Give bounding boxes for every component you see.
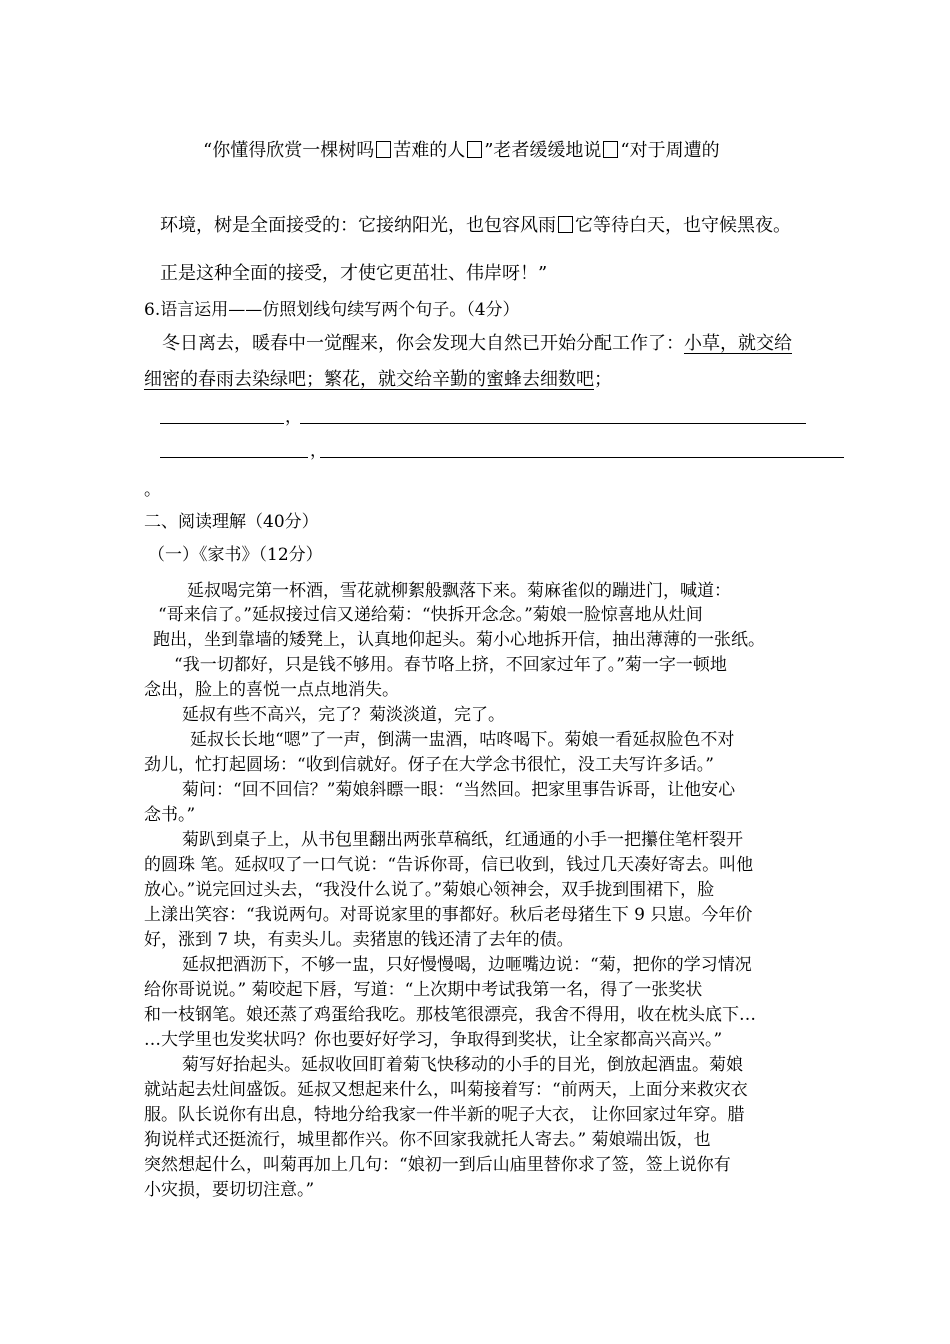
story-line: 给你哥说说。” 菊咬起下唇，写道：“上次期中考试我第一名，得了一张奖状 bbox=[144, 980, 703, 1000]
story-line: 延叔有些不高兴，完了？菊淡淡道，完了。 bbox=[182, 705, 505, 725]
story-line: 延叔把酒沥下，不够一盅，只好慢慢喝，边咂嘴边说：“菊，把你的学习情况 bbox=[182, 955, 752, 975]
q5-line-1-d: “对于周遭的 bbox=[620, 140, 720, 161]
punctuation-blank-box[interactable] bbox=[467, 141, 482, 158]
punctuation-blank-box[interactable] bbox=[558, 216, 573, 233]
q6-underlined-sentence: 细密的春雨去染绿吧；繁花，就交给辛勤的蜜蜂去细数吧 bbox=[144, 369, 594, 390]
q6-underlined-sentence: 小草，就交给 bbox=[684, 333, 792, 354]
q5-line-1-c: ”老者缓缓地说 bbox=[484, 140, 602, 161]
q5-line-2-b: 它等待白天，也守候黑夜。 bbox=[575, 215, 791, 236]
story-line: 延叔喝完第一杯酒，雪花就柳絮般飘落下来。菊麻雀似的蹦进门，喊道： bbox=[187, 581, 731, 601]
story-line: “哥来信了。”延叔接过信又递给菊：“快拆开念念。”菊娘一脸惊喜地从灶间 bbox=[158, 605, 703, 625]
answer-blank-1b[interactable] bbox=[300, 423, 806, 424]
story-line: 就站起去灶间盛饭。延叔又想起来什么，叫菊接着写：“前两天，上面分来救灾衣 bbox=[144, 1080, 748, 1100]
story-line: 跑出，坐到靠墙的矮凳上，认真地仰起头。菊小心地拆开信，抽出薄薄的一张纸。 bbox=[153, 630, 765, 650]
q5-line-3: 正是这种全面的接受，才使它更茁壮、伟岸呀！” bbox=[160, 263, 548, 284]
story-line: 菊写好抬起头。延叔收回盯着菊飞快移动的小手的目光，倒放起酒盅。菊娘 bbox=[182, 1055, 743, 1075]
q6-line-1 bbox=[162, 332, 792, 356]
answer-blank-1a[interactable] bbox=[160, 423, 284, 424]
q5-line-2 bbox=[160, 214, 791, 238]
story-line: 延叔长长地“嗯”了一声，倒满一盅酒，咕咚喝下。菊娘一看延叔脸色不对 bbox=[190, 730, 735, 750]
q6-line-2-b: ； bbox=[594, 369, 612, 390]
story-line: 菊趴到桌子上，从书包里翻出两张草稿纸，红通通的小手一把攥住笔杆裂开 bbox=[182, 830, 743, 850]
story-line: “我一切都好，只是钱不够用。春节咯上挤，不回家过年了。”菊一字一顿地 bbox=[174, 655, 727, 675]
answer-blank-2a[interactable] bbox=[160, 457, 308, 458]
q6-line-2 bbox=[144, 368, 612, 392]
story-line: 念书。” bbox=[144, 805, 196, 825]
q5-line-1-a: “你懂得欣赏一棵树吗 bbox=[203, 140, 375, 161]
story-line: 和一枝钢笔。娘还蒸了鸡蛋给我吃。那枝笔很漂亮，我舍不得用，收在枕头底下… bbox=[144, 1005, 756, 1025]
answer-comma-2: ， bbox=[310, 441, 327, 461]
answer-blank-2b[interactable] bbox=[320, 457, 844, 458]
story-line: 的圆珠 笔。延叔叹了一口气说：“告诉你哥，信已收到，钱过几天凑好寄去。叫他 bbox=[144, 855, 754, 875]
punctuation-blank-box[interactable] bbox=[603, 141, 618, 158]
q6-title: 6.语言运用——仿照划线句续写两个句子。（4分） bbox=[144, 300, 520, 320]
story-line: …大学里也发奖状吗？你也要好好学习，争取得到奖状，让全家都高兴高兴。” bbox=[144, 1030, 723, 1050]
q5-line-2-a: 环境，树是全面接受的：它接纳阳光，也包容风雨 bbox=[160, 215, 556, 236]
answer-comma-1: ， bbox=[285, 407, 302, 427]
q6-line-1-a: 冬日离去，暖春中一觉醒来，你会发现大自然已开始分配工作了： bbox=[162, 333, 684, 354]
story-line: 菊问：“回不回信？”菊娘斜瞟一眼：“当然回。把家里事告诉哥，让他安心 bbox=[182, 780, 736, 800]
story-line: 服。队长说你有出息，特地分给我家一件半新的呢子大衣， 让你回家过年穿。腊 bbox=[144, 1105, 745, 1125]
story-line: 放心。”说完回过头去，“我没什么说了。”菊娘心领神会，双手拢到围裙下，脸 bbox=[144, 880, 715, 900]
story-line: 小灾损，要切切注意。” bbox=[144, 1180, 315, 1200]
story-line: 突然想起什么，叫菊再加上几句：“娘初一到后山庙里替你求了签，签上说你有 bbox=[144, 1155, 731, 1175]
q5-line-1 bbox=[203, 139, 720, 163]
story-line: 上漾出笑容：“我说两句。对哥说家里的事都好。秋后老母猪生下 9 只崽。今年价 bbox=[144, 905, 753, 925]
section-title: 二、阅读理解（40分） bbox=[144, 512, 319, 532]
answer-period: 。 bbox=[144, 480, 161, 500]
story-line: 劲儿，忙打起圆场：“收到信就好。伢子在大学念书很忙，没工夫写许多话。” bbox=[144, 755, 714, 775]
q5-line-1-b: 苦难的人 bbox=[393, 140, 466, 161]
story-line: 好，涨到 7 块，有卖头儿。卖猪崽的钱还清了去年的债。 bbox=[144, 930, 574, 950]
punctuation-blank-box[interactable] bbox=[376, 141, 391, 158]
sub-section-title: （一）《家书》（12分） bbox=[148, 545, 323, 565]
story-line: 念出，脸上的喜悦一点点地消失。 bbox=[144, 680, 399, 700]
story-line: 狗说样式还挺流行，城里都作兴。你不回家我就托人寄去。” 菊娘端出饭，也 bbox=[144, 1130, 711, 1150]
